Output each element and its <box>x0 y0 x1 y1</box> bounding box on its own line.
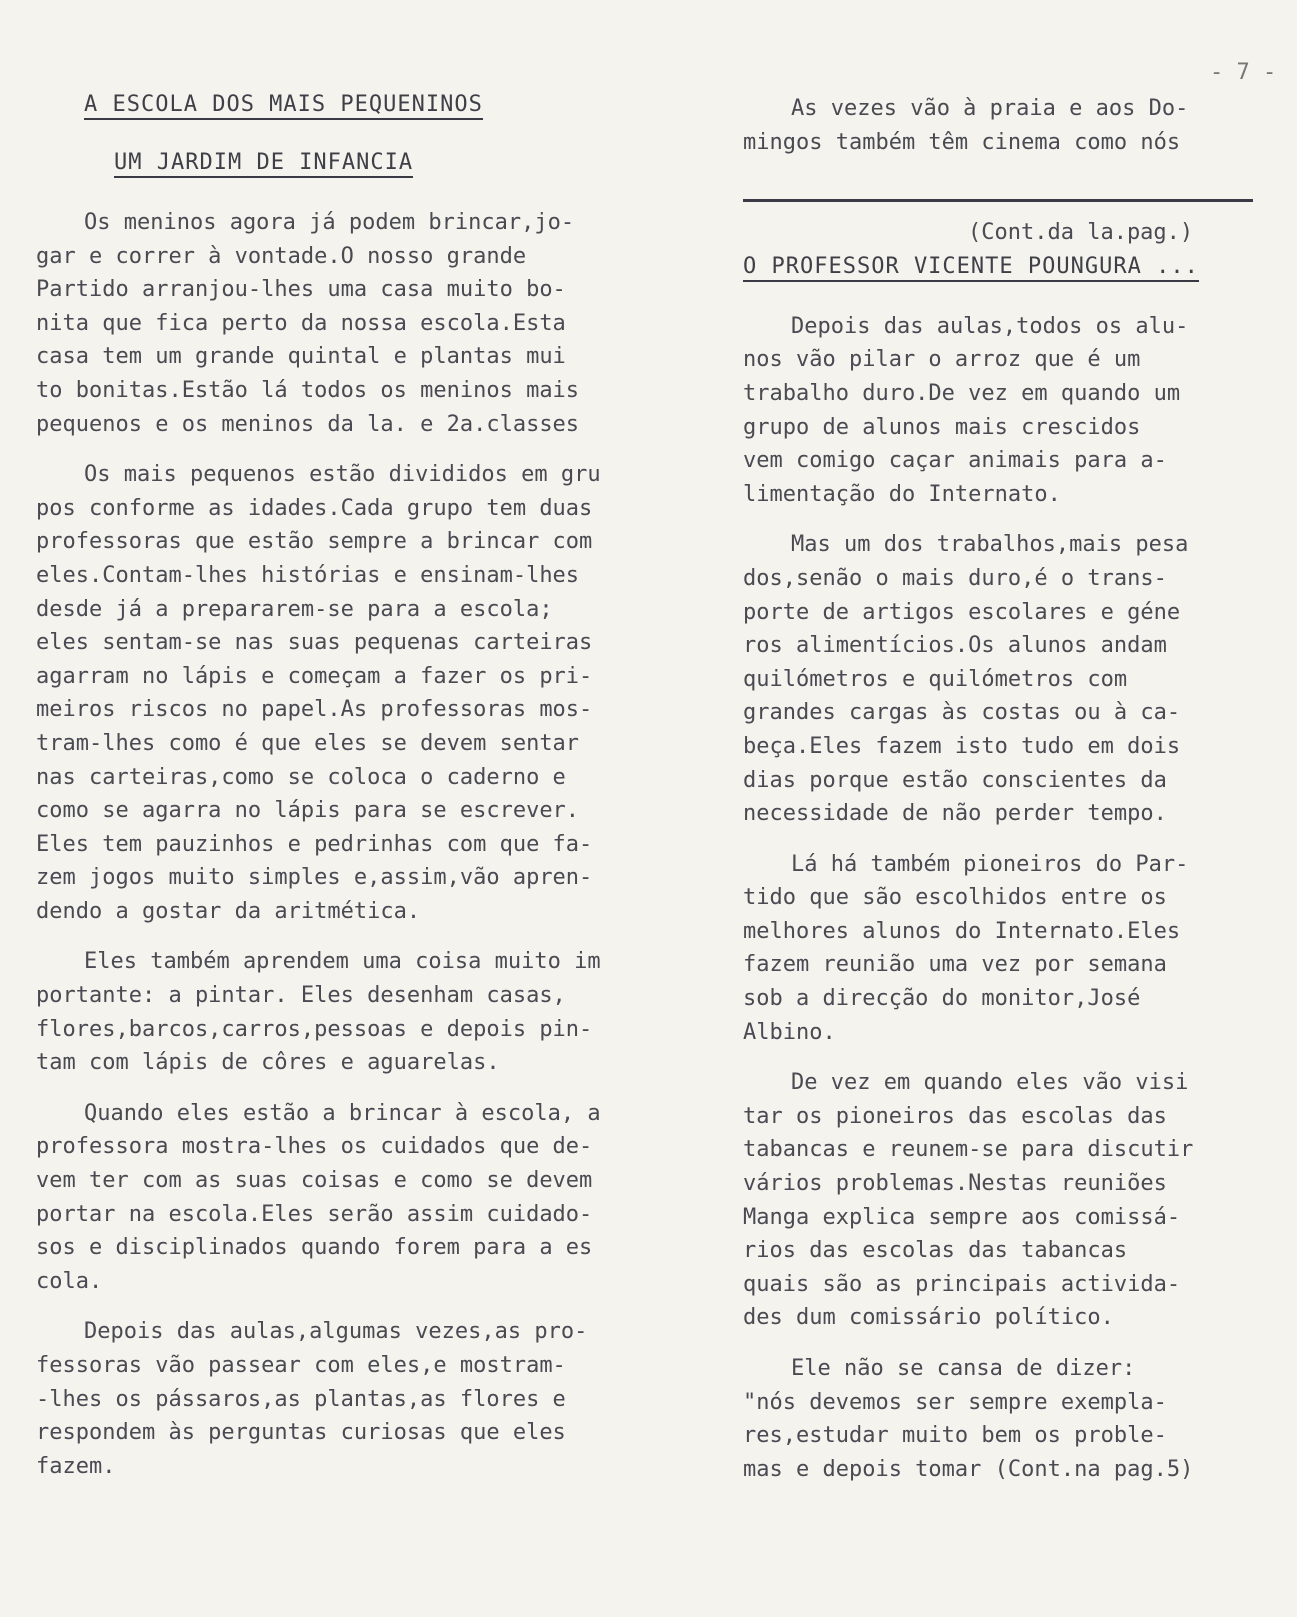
paragraph-gap <box>743 1335 1273 1352</box>
text-line: respondem às perguntas curiosas que eles <box>36 1420 566 1446</box>
paragraph <box>36 458 708 928</box>
text-line: mas e depois tomar (Cont.na pag.5) <box>743 1456 1194 1482</box>
text-line: vem ter com as suas coisas e como se devem <box>36 1168 593 1194</box>
text-line: tar os pioneiros das escolas das <box>743 1103 1167 1129</box>
text-line: pos conforme as idades.Cada grupo tem duas <box>36 495 593 521</box>
text-line: nita que fica perto da nossa escola.Esta <box>36 310 566 336</box>
text-line: Os mais pequenos estão divididos em gru <box>84 462 601 488</box>
text-line: meiros riscos no papel.As professoras mos- <box>36 697 593 723</box>
paragraph-gap <box>36 1080 708 1097</box>
text-line: tam com lápis de côres e aguarelas. <box>36 1050 500 1076</box>
text-line: beça.Eles fazem isto tudo em dois <box>743 733 1181 759</box>
text-line: mingos também têm cinema como nós <box>743 129 1181 155</box>
left-body <box>36 206 708 1483</box>
text-line: desde já a prepararem-se para a escola; <box>36 596 553 622</box>
section-divider <box>743 199 1253 202</box>
text-line: professora mostra-lhes os cuidados que de- <box>36 1134 593 1160</box>
paragraph <box>36 1315 708 1483</box>
text-line: limentação do Internato. <box>743 481 1061 507</box>
article-subtitle: UM JARDIM DE INFANCIA <box>114 150 413 178</box>
text-line: quilómetros e quilómetros com <box>743 666 1128 692</box>
text-line: Mas um dos trabalhos,mais pesa <box>791 532 1189 558</box>
text-line: Ele não se cansa de dizer: <box>791 1356 1136 1381</box>
paragraph <box>743 848 1273 1050</box>
text-line: ros alimentícios.Os alunos andam <box>743 633 1167 659</box>
text-line: Lá há também pioneiros do Par- <box>791 851 1189 877</box>
text-line: sos e disciplinados quando forem para a es <box>36 1235 593 1261</box>
text-line: quais são as principais activida- <box>743 1271 1181 1297</box>
text-line: trabalho duro.De vez em quando um <box>743 380 1181 406</box>
paragraph <box>36 206 708 441</box>
paragraph <box>743 528 1273 830</box>
paragraph <box>36 1097 708 1299</box>
text-line: cola. <box>36 1268 103 1294</box>
continuation-text <box>743 92 1273 159</box>
text-line: Eles tem pauzinhos e pedrinhas com que fa- <box>36 831 593 857</box>
text-line: como se agarra no lápis para se escrever. <box>36 798 580 824</box>
text-line: zem jogos muito simples e,assim,vão apren- <box>36 865 593 891</box>
text-line: fazem reunião uma vez por semana <box>743 952 1167 978</box>
paragraph <box>743 310 1273 512</box>
text-line: tido que são escolhidos entre os <box>743 885 1167 911</box>
paragraph-gap <box>36 441 708 458</box>
continuation-note: (Cont.da la.pag.) <box>968 220 1194 246</box>
text-line: melhores alunos do Internato.Eles <box>743 918 1181 944</box>
paragraph-gap <box>36 1298 708 1315</box>
right-title-wrap <box>743 254 1273 282</box>
text-line: tabancas e reunem-se para discutir <box>743 1137 1194 1163</box>
text-line: Depois das aulas,algumas vezes,as pro- <box>84 1319 588 1345</box>
article-title: A ESCOLA DOS MAIS PEQUENINOS <box>84 92 483 120</box>
text-line: des dum comissário político. <box>743 1305 1114 1331</box>
article-subtitle-wrap <box>114 150 708 178</box>
text-line: dos,senão o mais duro,é o trans- <box>743 565 1167 591</box>
text-line: -lhes os pássaros,as plantas,as flores e <box>36 1386 566 1412</box>
paragraph-gap <box>743 1049 1273 1066</box>
text-line: eles.Contam-lhes histórias e ensinam-lhes <box>36 562 580 588</box>
right-body <box>743 310 1273 1487</box>
text-line: professoras que estão sempre a brincar com <box>36 529 593 555</box>
text-line: agarram no lápis e começam a fazer os pri- <box>36 663 593 689</box>
text-line: rios das escolas das tabancas <box>743 1238 1128 1264</box>
text-line: "nós devemos ser sempre exempla- <box>743 1389 1167 1415</box>
text-line: grandes cargas às costas ou à ca- <box>743 700 1181 726</box>
text-line: sob a direcção do monitor,José <box>743 986 1141 1012</box>
text-line: nos vão pilar o arroz que é um <box>743 347 1141 373</box>
paragraph-gap <box>36 928 708 945</box>
text-line: tram-lhes como é que eles se devem sentar <box>36 730 580 756</box>
text-line: portante: a pintar. Eles desenham casas, <box>36 983 566 1009</box>
text-line: porte de artigos escolares e géne <box>743 599 1181 625</box>
text-line: eles sentam-se nas suas pequenas carteiras <box>36 630 593 656</box>
text-line: dias porque estão conscientes da <box>743 767 1167 793</box>
paragraph <box>36 945 708 1079</box>
page-number: - 7 - <box>1210 60 1277 85</box>
text-line: As vezes vão à praia e aos Do- <box>791 96 1189 121</box>
text-line: gar e correr à vontade.O nosso grande <box>36 243 527 269</box>
text-line: Albino. <box>743 1019 836 1045</box>
text-line: portar na escola.Eles serão assim cuidado- <box>36 1201 593 1227</box>
text-line: nas carteiras,como se coloca o caderno e <box>36 764 566 790</box>
text-line: dendo a gostar da aritmética. <box>36 898 421 924</box>
text-line: pequenos e os meninos da la. e 2a.classes <box>36 411 580 437</box>
text-line: Eles também aprendem uma coisa muito im <box>84 949 601 975</box>
text-line: flores,barcos,carros,pessoas e depois pin- <box>36 1016 593 1042</box>
right-article-title: O PROFESSOR VICENTE POUNGURA ... <box>743 254 1199 282</box>
text-line: to bonitas.Estão lá todos os meninos mais <box>36 377 580 403</box>
paragraph <box>743 1352 1273 1486</box>
text-line: necessidade de não perder tempo. <box>743 801 1167 827</box>
text-line: vários problemas.Nestas reuniões <box>743 1171 1167 1197</box>
text-line: casa tem um grande quintal e plantas mui <box>36 344 566 370</box>
text-line: Quando eles estão a brincar à escola, a <box>84 1100 601 1126</box>
text-line: fessoras vão passear com eles,e mostram- <box>36 1353 566 1378</box>
paragraph <box>743 1066 1273 1335</box>
text-line: Depois das aulas,todos os alu- <box>791 313 1189 339</box>
paragraph-gap <box>743 511 1273 528</box>
left-column <box>36 92 708 1483</box>
text-line: fazem. <box>36 1453 116 1479</box>
text-line: De vez em quando eles vão visi <box>791 1070 1189 1096</box>
right-column <box>743 92 1273 1486</box>
article-title-wrap <box>84 92 708 120</box>
text-line: Os meninos agora já podem brincar,jo- <box>84 210 575 235</box>
text-line: res,estudar muito bem os proble- <box>743 1423 1167 1449</box>
paragraph-gap <box>743 831 1273 848</box>
text-line: vem comigo caçar animais para a- <box>743 448 1167 474</box>
text-line: Manga explica sempre aos comissá- <box>743 1204 1181 1230</box>
text-line: Partido arranjou-lhes uma casa muito bo- <box>36 277 566 303</box>
text-line: grupo de alunos mais crescidos <box>743 414 1141 440</box>
